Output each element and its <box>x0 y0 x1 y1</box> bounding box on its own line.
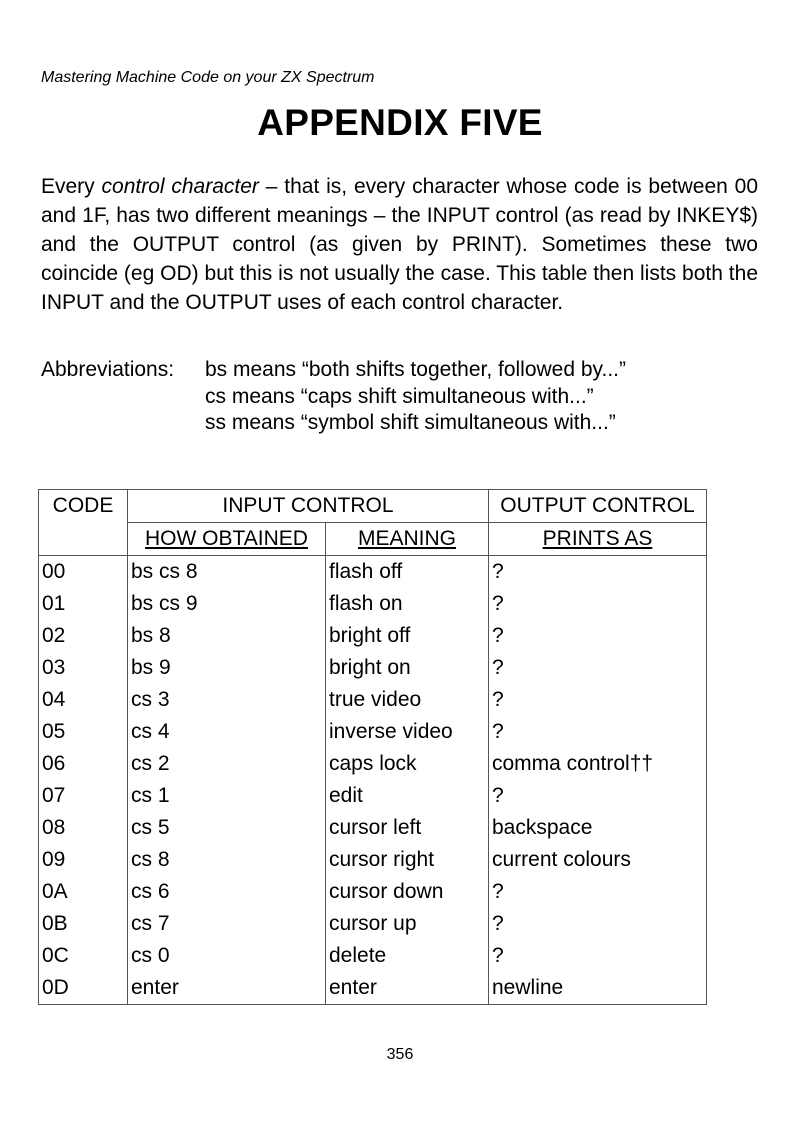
table-row <box>39 748 707 780</box>
cell-code: 04 <box>39 684 128 716</box>
table-row <box>39 940 707 972</box>
cell-prints-as: ? <box>489 620 707 652</box>
cell-how-obtained: cs 1 <box>128 780 326 812</box>
intro-lead: Every <box>41 175 102 198</box>
abbreviation-item: ss means “symbol shift simultaneous with...” <box>205 411 616 434</box>
cell-meaning: cursor up <box>326 908 489 940</box>
cell-code: 0A <box>39 876 128 908</box>
cell-code: 0C <box>39 940 128 972</box>
cell-meaning: cursor down <box>326 876 489 908</box>
cell-prints-as: ? <box>489 684 707 716</box>
cell-code: 05 <box>39 716 128 748</box>
cell-meaning: cursor left <box>326 812 489 844</box>
header-code: CODE <box>39 490 128 523</box>
cell-how-obtained: bs 9 <box>128 652 326 684</box>
abbreviations-list <box>205 357 626 437</box>
cell-how-obtained: bs cs 9 <box>128 588 326 620</box>
abbreviation-item: bs means “both shifts together, followed by...” <box>205 358 626 381</box>
cell-code: 07 <box>39 780 128 812</box>
cell-code: 01 <box>39 588 128 620</box>
table-body <box>39 556 707 1005</box>
abbreviations-label: Abbreviations: <box>41 358 175 381</box>
header-prints-as: PRINTS AS <box>489 523 707 556</box>
cell-how-obtained: cs 7 <box>128 908 326 940</box>
cell-how-obtained: cs 3 <box>128 684 326 716</box>
table-row <box>39 844 707 876</box>
cell-prints-as: ? <box>489 876 707 908</box>
table-row <box>39 716 707 748</box>
table-row <box>39 588 707 620</box>
table-row <box>39 908 707 940</box>
cell-prints-as: ? <box>489 716 707 748</box>
cell-code: 00 <box>39 556 128 589</box>
control-character-table <box>38 489 707 1005</box>
header-output-control: OUTPUT CONTROL <box>489 490 707 523</box>
cell-prints-as: newline <box>489 972 707 1005</box>
cell-meaning: enter <box>326 972 489 1005</box>
cell-how-obtained: cs 5 <box>128 812 326 844</box>
table-row <box>39 780 707 812</box>
table-row <box>39 556 707 589</box>
cell-how-obtained: cs 2 <box>128 748 326 780</box>
cell-code: 06 <box>39 748 128 780</box>
cell-meaning: flash on <box>326 588 489 620</box>
cell-prints-as: ? <box>489 780 707 812</box>
cell-prints-as: ? <box>489 652 707 684</box>
cell-meaning: inverse video <box>326 716 489 748</box>
cell-prints-as: ? <box>489 556 707 589</box>
header-meaning: MEANING <box>326 523 489 556</box>
cell-code: 0B <box>39 908 128 940</box>
cell-meaning: bright off <box>326 620 489 652</box>
cell-code: 03 <box>39 652 128 684</box>
header-code-blank <box>39 523 128 556</box>
cell-how-obtained: bs cs 8 <box>128 556 326 589</box>
cell-code: 08 <box>39 812 128 844</box>
table-subheader-row <box>39 523 707 556</box>
cell-prints-as: ? <box>489 940 707 972</box>
page-number: 356 <box>386 1046 414 1063</box>
running-head: Mastering Machine Code on your ZX Spectrum <box>41 69 375 86</box>
cell-prints-as: current colours <box>489 844 707 876</box>
cell-how-obtained: enter <box>128 972 326 1005</box>
cell-prints-as: ? <box>489 908 707 940</box>
cell-prints-as: comma control†† <box>489 748 707 780</box>
abbreviation-item: cs means “caps shift simultaneous with...” <box>205 384 594 408</box>
cell-meaning: bright on <box>326 652 489 684</box>
table-row <box>39 684 707 716</box>
page-title: APPENDIX FIVE <box>257 102 543 143</box>
cell-how-obtained: cs 0 <box>128 940 326 972</box>
cell-how-obtained: cs 6 <box>128 876 326 908</box>
cell-meaning: cursor right <box>326 844 489 876</box>
cell-how-obtained: cs 8 <box>128 844 326 876</box>
intro-emphasis: control character <box>101 175 259 198</box>
table-row <box>39 972 707 1005</box>
table-row <box>39 620 707 652</box>
cell-code: 0D <box>39 972 128 1005</box>
cell-meaning: flash off <box>326 556 489 589</box>
cell-how-obtained: bs 8 <box>128 620 326 652</box>
header-how-obtained: HOW OBTAINED <box>128 523 326 556</box>
cell-code: 09 <box>39 844 128 876</box>
cell-meaning: true video <box>326 684 489 716</box>
cell-how-obtained: cs 4 <box>128 716 326 748</box>
intro-rest: – that is, every character whose code is between 00 and 1F, has two different meanings – the INPUT control (as read by INKEY$) and the OUTPUT control (as given by PRINT). Sometimes these two coincide (eg OD) but this is not usually the case. This table then lists both the INPUT and the OUTPUT uses of each control character. <box>41 175 758 314</box>
table-row <box>39 812 707 844</box>
cell-prints-as: ? <box>489 588 707 620</box>
cell-meaning: caps lock <box>326 748 489 780</box>
cell-prints-as: backspace <box>489 812 707 844</box>
cell-code: 02 <box>39 620 128 652</box>
cell-meaning: edit <box>326 780 489 812</box>
table-row <box>39 652 707 684</box>
intro-paragraph <box>41 172 758 317</box>
cell-meaning: delete <box>326 940 489 972</box>
table-header-row <box>39 490 707 523</box>
header-input-control: INPUT CONTROL <box>128 490 489 523</box>
table-row <box>39 876 707 908</box>
